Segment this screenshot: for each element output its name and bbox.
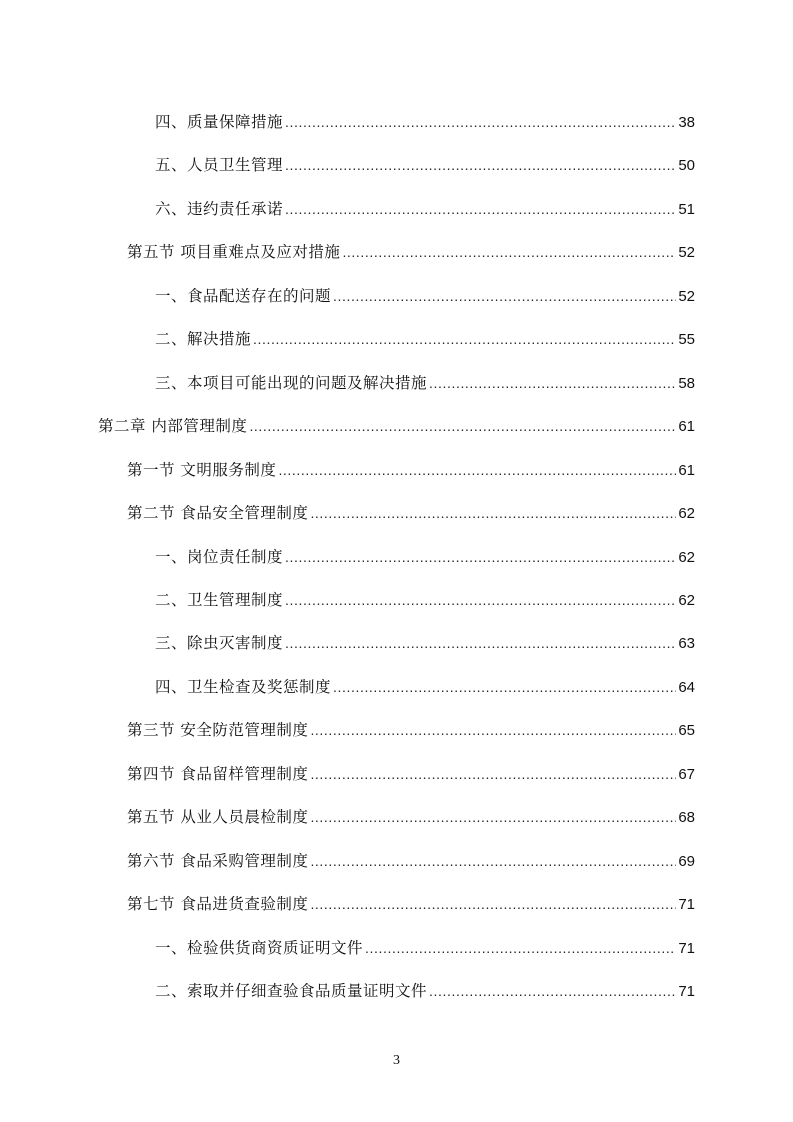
toc-entry-title: 第五节 项目重难点及应对措施 <box>127 243 341 262</box>
toc-entry-title: 一、岗位责任制度 <box>155 547 284 566</box>
toc-entry[interactable] <box>155 327 695 351</box>
dot-leader <box>310 849 676 873</box>
toc-entry[interactable] <box>155 153 695 177</box>
toc-entry-title: 第六节 食品采购管理制度 <box>127 851 309 870</box>
toc-entry-title: 四、质量保障措施 <box>155 113 284 131</box>
toc-entry-title: 二、卫生管理制度 <box>155 590 284 609</box>
dot-leader <box>333 284 676 308</box>
toc-entry-title: 五、人员卫生管理 <box>155 156 284 175</box>
toc-entry-page: 62 <box>678 505 695 523</box>
toc-entry-page: 71 <box>678 939 695 957</box>
toc-entry-page: 69 <box>678 852 695 870</box>
toc-entry-title: 一、检验供货商资质证明文件 <box>155 938 364 957</box>
toc-entry[interactable] <box>127 849 695 873</box>
toc-entry-title: 四、卫生检查及奖惩制度 <box>155 677 332 696</box>
dot-leader <box>285 110 676 134</box>
toc-entry[interactable] <box>98 414 695 438</box>
toc-entry-page: 63 <box>678 635 695 653</box>
dot-leader <box>342 240 676 264</box>
toc-entry[interactable] <box>155 936 695 960</box>
toc-entry-title: 第一节 文明服务制度 <box>127 460 277 479</box>
toc-entry[interactable] <box>127 458 695 482</box>
dot-leader <box>285 153 676 177</box>
toc-entry-page: 62 <box>678 591 695 609</box>
toc-entry-page: 71 <box>678 983 695 1000</box>
toc-entry-page: 50 <box>678 157 695 175</box>
dot-leader <box>253 327 676 351</box>
dot-leader <box>429 979 676 1003</box>
toc-entry[interactable] <box>155 588 695 612</box>
dot-leader <box>310 718 676 742</box>
dot-leader <box>285 545 676 569</box>
toc-entry-page: 67 <box>678 765 695 783</box>
toc-entry-title: 第二节 食品安全管理制度 <box>127 504 309 523</box>
toc-entry-page: 52 <box>678 287 695 305</box>
toc-entry[interactable] <box>127 892 695 916</box>
dot-leader <box>310 805 676 829</box>
toc-entry-title: 三、本项目可能出现的问题及解决措施 <box>155 373 428 392</box>
toc-entry-title: 三、除虫灭害制度 <box>155 634 284 653</box>
toc-entry-title: 第七节 食品进货查验制度 <box>127 895 309 914</box>
toc-entry[interactable] <box>155 545 695 569</box>
toc-entry[interactable] <box>127 240 695 264</box>
toc-entry[interactable] <box>155 371 695 395</box>
toc-entry-title: 一、食品配送存在的问题 <box>155 286 332 305</box>
toc-entry-title: 二、解决措施 <box>155 330 252 349</box>
toc-entry[interactable] <box>155 284 695 308</box>
toc-entry-page: 65 <box>678 722 695 740</box>
dot-leader <box>285 197 676 221</box>
toc-entry-title: 第四节 食品留样管理制度 <box>127 764 309 783</box>
dot-leader <box>285 631 676 655</box>
dot-leader <box>310 892 676 916</box>
toc-entry[interactable] <box>127 501 695 525</box>
dot-leader <box>365 936 676 960</box>
dot-leader <box>285 588 676 612</box>
dot-leader <box>249 414 676 438</box>
toc-entry[interactable] <box>155 110 695 134</box>
toc-entry[interactable] <box>155 675 695 699</box>
toc-entry[interactable] <box>155 631 695 655</box>
toc-entry-title: 二、索取并仔细查验食品质量证明文件 <box>155 982 428 1000</box>
toc-entry[interactable] <box>155 197 695 221</box>
toc-entry-page: 68 <box>678 809 695 827</box>
dot-leader <box>310 501 676 525</box>
toc-entry-page: 55 <box>678 331 695 349</box>
toc-entry-page: 71 <box>678 896 695 914</box>
toc-entry-page: 51 <box>678 200 695 218</box>
dot-leader <box>310 762 676 786</box>
dot-leader <box>278 458 676 482</box>
toc-entry-page: 64 <box>678 678 695 696</box>
toc-entry-title: 第三节 安全防范管理制度 <box>127 721 309 740</box>
page-number: 3 <box>393 1053 400 1068</box>
toc-entry-page: 38 <box>678 114 695 131</box>
dot-leader <box>429 371 676 395</box>
toc-entry[interactable] <box>127 718 695 742</box>
toc-entry-page: 61 <box>678 418 695 436</box>
toc-entry-title: 第二章 内部管理制度 <box>98 417 248 436</box>
toc-entry[interactable] <box>127 762 695 786</box>
toc-entry[interactable] <box>127 805 695 829</box>
toc-entry-page: 52 <box>678 244 695 262</box>
toc-entry-page: 61 <box>678 461 695 479</box>
dot-leader <box>333 675 676 699</box>
toc-entry-page: 58 <box>678 374 695 392</box>
toc-entry-page: 62 <box>678 548 695 566</box>
toc-entry-title: 六、违约责任承诺 <box>155 199 284 218</box>
toc-entry[interactable] <box>155 979 695 1003</box>
toc-entry-title: 第五节 从业人员晨检制度 <box>127 808 309 827</box>
